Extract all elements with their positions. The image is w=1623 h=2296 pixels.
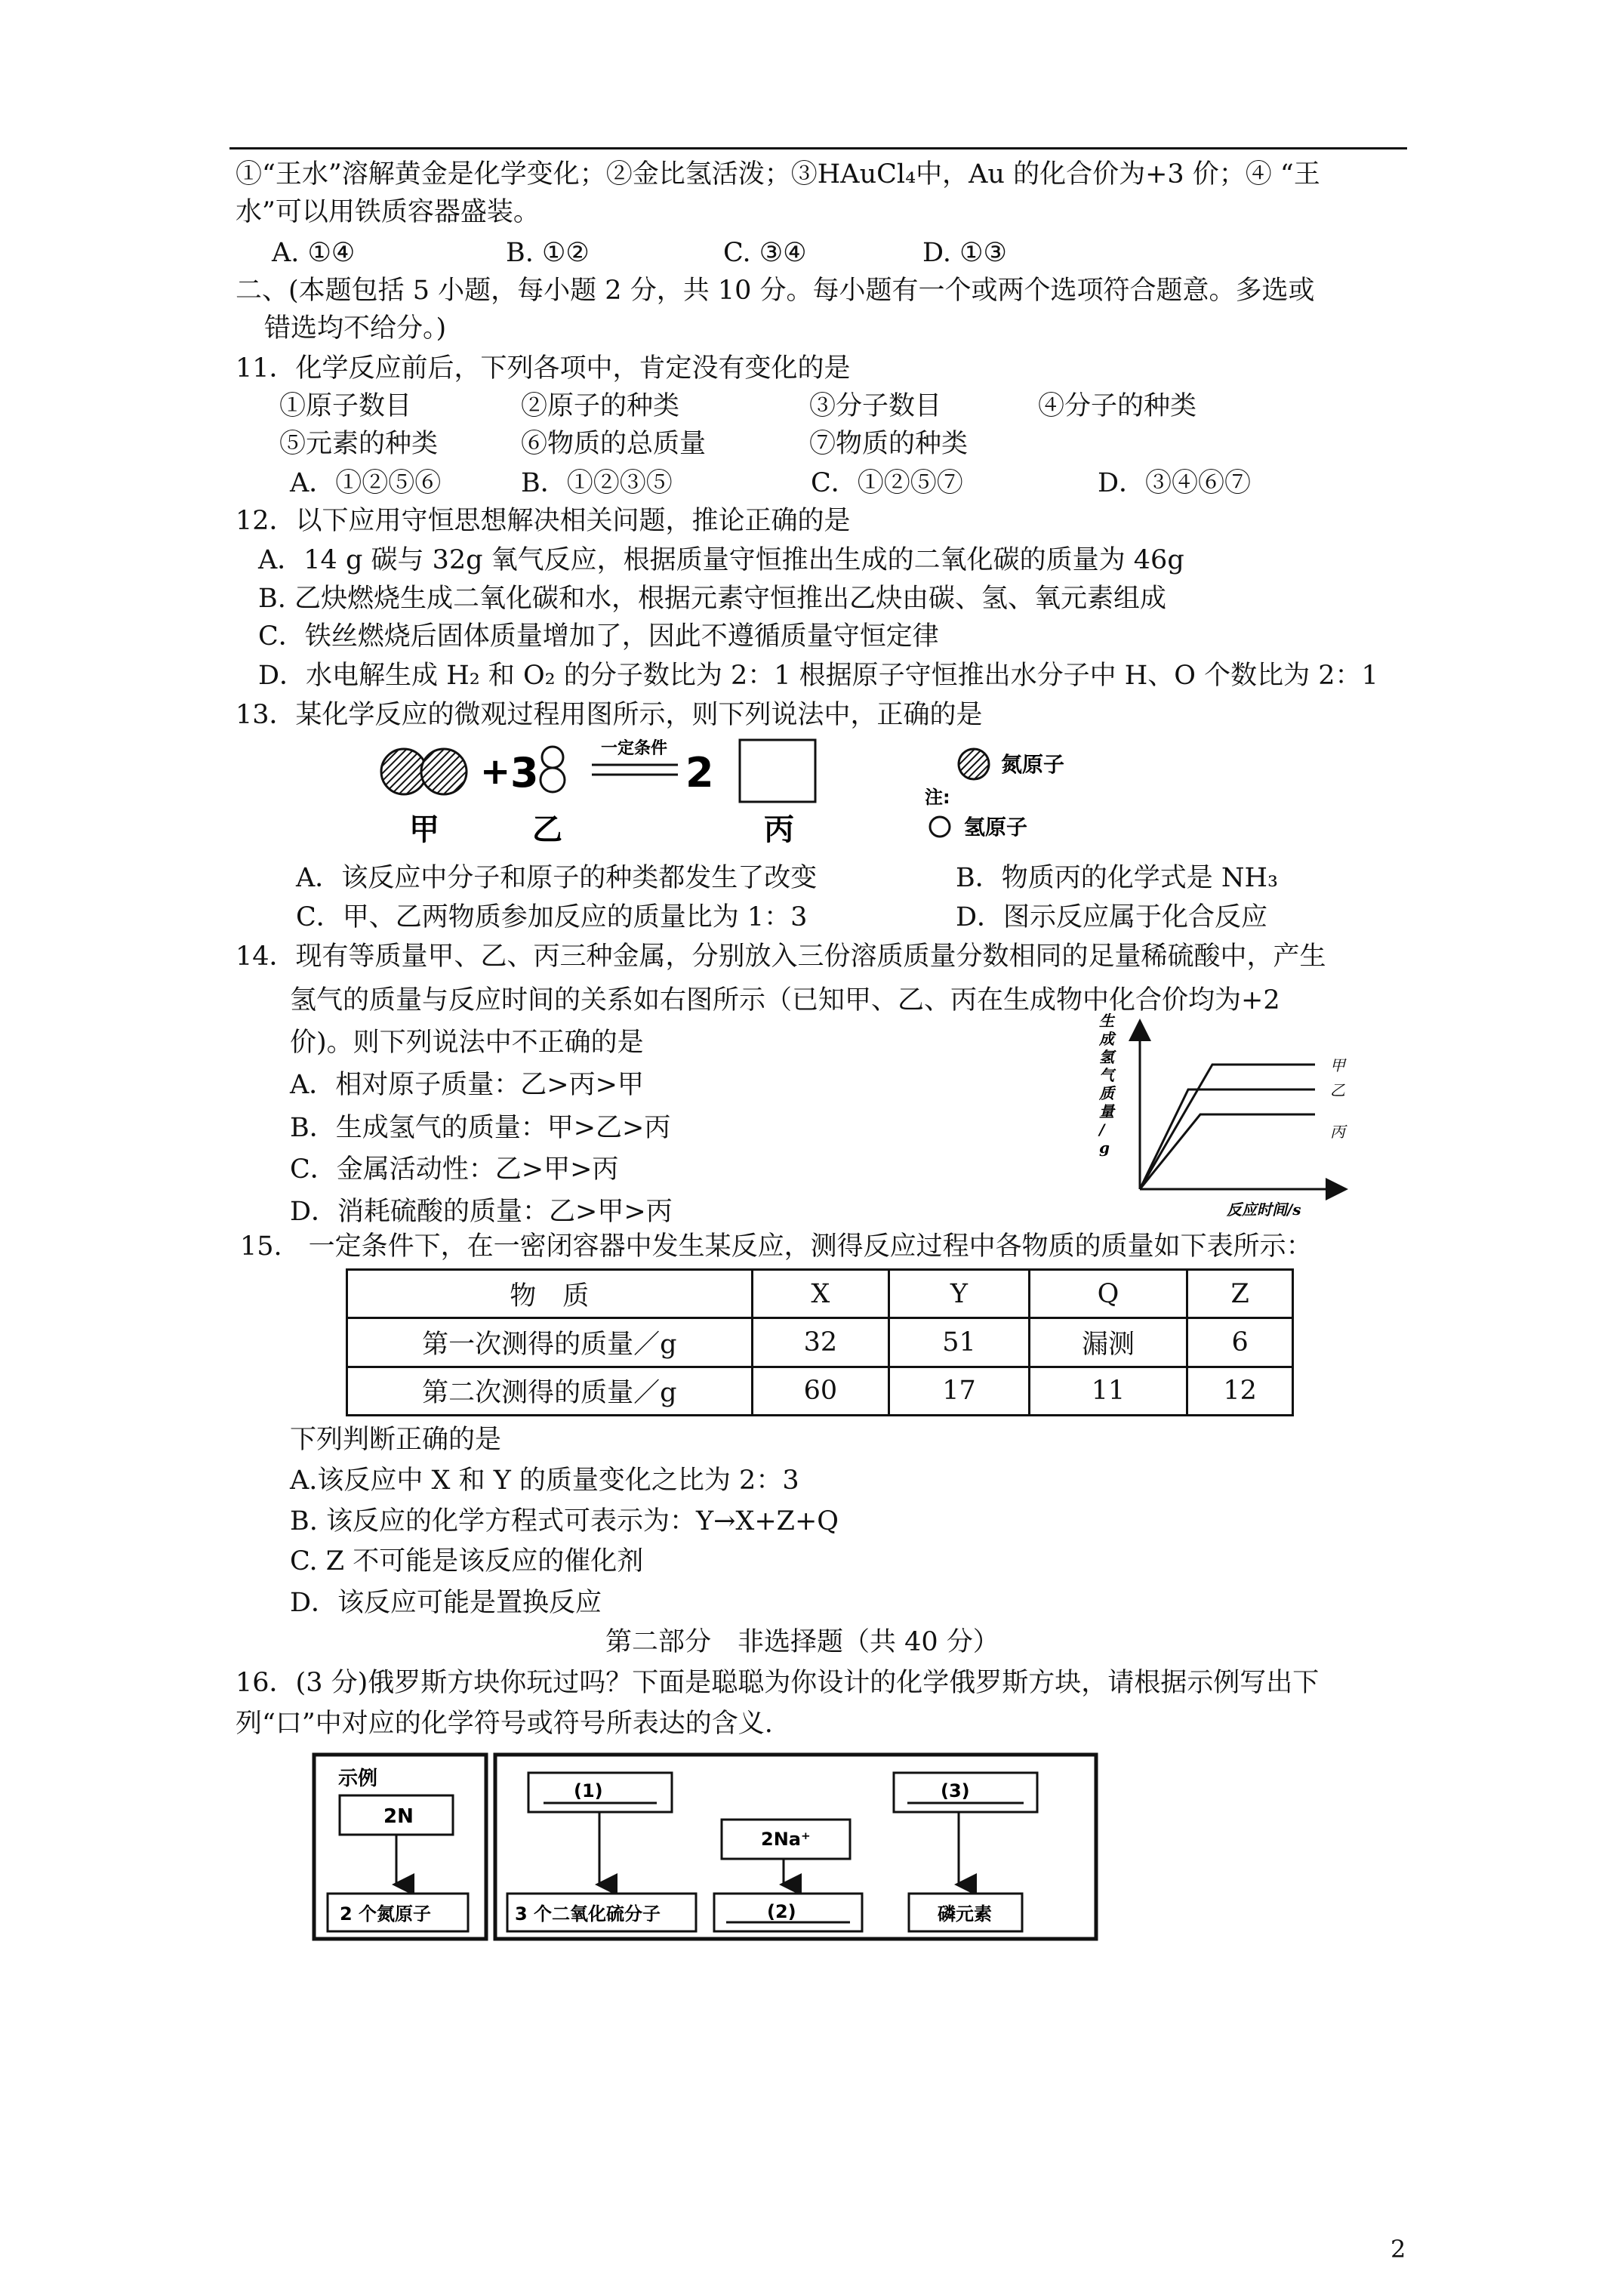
q11-item: ②原子的种类	[521, 391, 680, 421]
q10-option-c: C. ③④	[723, 238, 807, 268]
table-cell: 6	[1187, 1318, 1293, 1367]
legend-hydrogen: 氢原子	[964, 815, 1028, 840]
series-label-2: 乙	[1330, 1081, 1345, 1099]
q10-statement-line2: 水”可以用铁质容器盛装。	[236, 197, 540, 227]
q12-option-a: A．14 g 碳与 32g 氧气反应，根据质量守恒推出生成的二氧化碳的质量为 46g	[258, 545, 1184, 575]
q13-option-c: C．甲、乙两物质参加反应的质量比为 1：3	[296, 902, 808, 932]
bottom3-text: 磷元素	[938, 1903, 992, 1925]
x-axis-label: 反应时间/s	[1227, 1200, 1301, 1219]
y-axis-label-char: g	[1099, 1139, 1110, 1157]
q11-options	[290, 464, 1347, 502]
q12-stem: 12．以下应用守恒思想解决相关问题，推论正确的是	[236, 506, 851, 536]
header-rule	[229, 147, 1407, 149]
q11-option-a: A．①②⑤⑥	[290, 468, 442, 498]
q11-item: ⑦物质的种类	[809, 429, 969, 459]
table-cell: 漏测	[1029, 1318, 1187, 1367]
blank1-label: (1)	[574, 1780, 603, 1801]
q11-stem: 11．化学反应前后，下列各项中，肯定没有变化的是	[236, 353, 851, 384]
q14-option-d: D．消耗硫酸的质量：乙>甲>丙	[290, 1197, 673, 1227]
q12-option-b: B. 乙炔燃烧生成二氧化碳和水，根据元素守恒推出乙炔由碳、氢、氧元素组成	[258, 584, 1166, 614]
table-cell: 51	[889, 1318, 1030, 1367]
y-axis-label-char: 生	[1099, 1012, 1114, 1030]
q13-stem: 13．某化学反应的微观过程用图所示，则下列说法中，正确的是	[236, 700, 983, 730]
label-bing: 丙	[764, 812, 794, 847]
q12-option-d: D．水电解生成 H₂ 和 O₂ 的分子数比为 2：1 根据原子守恒推出水分子中 H、O 个数比为 2：1	[258, 661, 1378, 691]
q15-after-table: 下列判断正确的是	[290, 1425, 502, 1455]
q10-options	[272, 234, 1329, 272]
q11-item: ④分子的种类	[1038, 391, 1197, 421]
bottom1-text: 3 个二氧化硫分子	[515, 1903, 661, 1925]
legend-nitrogen: 氮原子	[1001, 752, 1065, 777]
table-header-cell: Z	[1187, 1270, 1293, 1318]
q14-stem-line3: 价)。则下列说法中不正确的是	[290, 1028, 644, 1058]
q11-item: ③分子数目	[809, 391, 942, 421]
plus-sign: +	[480, 750, 511, 793]
q11-item: ⑤元素的种类	[279, 429, 439, 459]
q13-option-d: D．图示反应属于化合反应	[956, 902, 1268, 932]
q16-stem-line1: 16．(3 分)俄罗斯方块你玩过吗？下面是聪聪为你设计的化学俄罗斯方块，请根据示例写出下	[236, 1668, 1320, 1698]
q15-mass-table	[346, 1268, 1294, 1416]
table-cell: 第二次测得的质量／g	[347, 1367, 753, 1415]
label-jia: 甲	[409, 812, 439, 847]
example-top-text: 2N	[383, 1805, 414, 1828]
q12-option-c: C．铁丝燃烧后固体质量增加了，因此不遵循质量守恒定律	[258, 621, 939, 652]
q10-option-a: A. ①④	[272, 238, 356, 268]
q14-hydrogen-chart	[1095, 1012, 1366, 1227]
q11-option-b: B．①②③⑤	[521, 468, 673, 498]
q10-statement-line1: ①“王水”溶解黄金是化学变化；②金比氢活泼；③HAuCl₄中，Au 的化合价为+3 价；④ “王	[236, 159, 1320, 190]
table-header-row	[347, 1270, 1293, 1318]
q11-items-row2	[279, 425, 1336, 463]
product-empty-box	[740, 740, 815, 802]
series-label-3: 丙	[1330, 1123, 1345, 1141]
table-header-cell: 物 质	[347, 1270, 753, 1318]
series-line-3	[1140, 1114, 1315, 1189]
series-label-1: 甲	[1330, 1056, 1345, 1074]
table-cell: 32	[752, 1318, 889, 1367]
legend-note: 注:	[925, 787, 950, 808]
q13-option-b: B．物质丙的化学式是 NH₃	[956, 863, 1279, 893]
table-cell: 12	[1187, 1367, 1293, 1415]
q10-option-d: D. ①③	[922, 238, 1007, 268]
hydrogen-atom-legend-icon	[930, 817, 950, 837]
table-row	[347, 1318, 1293, 1367]
q14-option-a: A．相对原子质量：乙>丙>甲	[290, 1070, 644, 1100]
q11-item: ⑥物质的总质量	[521, 429, 707, 459]
q14-stem-line1: 14．现有等质量甲、乙、丙三种金属，分别放入三份溶质质量分数相同的足量稀硫酸中，产生	[236, 942, 1326, 972]
part2-title: 第二部分 非选择题（共 40 分）	[605, 1627, 999, 1657]
coefficient-2: 2	[685, 749, 714, 797]
y-axis-label	[1098, 1012, 1116, 1157]
q13-option-a: A．该反应中分子和原子的种类都发生了改变	[296, 863, 818, 893]
table-cell: 第一次测得的质量／g	[347, 1318, 753, 1367]
table-header-cell: X	[752, 1270, 889, 1318]
example-bottom-text: 2 个氮原子	[340, 1903, 432, 1925]
table-header-cell: Y	[889, 1270, 1030, 1318]
blank2-label: (2)	[767, 1901, 796, 1922]
page-number: 2	[1390, 2235, 1406, 2264]
n2-molecule-icon	[381, 749, 467, 794]
section2-heading-line2: 错选均不给分。)	[264, 313, 447, 344]
y-axis-label-char: 量	[1099, 1102, 1114, 1120]
table-cell: 11	[1029, 1367, 1187, 1415]
q11-item: ①原子数目	[279, 391, 412, 421]
q11-option-d: D．③④⑥⑦	[1098, 468, 1252, 498]
q11-option-c: C．①②⑤⑦	[811, 468, 963, 498]
label-yi: 乙	[532, 812, 562, 847]
q10-option-b: B. ①②	[506, 238, 590, 268]
q15-option-c: C. Z 不可能是该反应的催化剂	[290, 1546, 644, 1576]
table-cell: 17	[889, 1367, 1030, 1415]
y-axis-label-char: 成	[1099, 1030, 1114, 1048]
table-row	[347, 1367, 1293, 1415]
q15-option-d: D．该反应可能是置换反应	[290, 1588, 602, 1618]
y-axis-label-char: /	[1099, 1120, 1105, 1139]
series-line-2	[1140, 1089, 1315, 1189]
reaction-condition: 一定条件	[601, 739, 668, 758]
q13-reaction-diagram	[377, 732, 1132, 853]
y-axis-label-char: 质	[1099, 1084, 1114, 1102]
example-title: 示例	[338, 1767, 378, 1790]
nitrogen-atom-legend-icon	[959, 749, 989, 779]
q16-stem-line2: 列“口”中对应的化学符号或符号所表达的含义.	[236, 1709, 773, 1739]
q11-items-row1	[279, 387, 1336, 425]
q16-tetris-diagram	[310, 1750, 1102, 1946]
coefficient-3: 3	[510, 749, 539, 797]
q15-option-b: B. 该反应的化学方程式可表示为：Y→X+Z+Q	[290, 1506, 839, 1536]
section2-heading-line1: 二、(本题包括 5 小题，每小题 2 分，共 10 分。每小题有一个或两个选项符合题意。多选或	[236, 276, 1315, 306]
h2-molecule-icon	[540, 747, 565, 792]
top2-text: 2Na⁺	[761, 1829, 811, 1850]
series-line-1	[1140, 1065, 1315, 1189]
q14-option-b: B．生成氢气的质量：甲>乙>丙	[290, 1113, 671, 1143]
table-header-cell: Q	[1029, 1270, 1187, 1318]
y-axis-label-char: 气	[1099, 1066, 1114, 1084]
q15-option-a: A.该反应中 X 和 Y 的质量变化之比为 2：3	[290, 1465, 799, 1496]
q14-option-c: C．金属活动性：乙>甲>丙	[290, 1154, 619, 1185]
blank3-label: (3)	[941, 1780, 970, 1801]
q15-stem: 15. 一定条件下，在一密闭容器中发生某反应，测得反应过程中各物质的质量如下表所示：	[240, 1231, 1313, 1262]
y-axis-label-char: 氢	[1099, 1048, 1114, 1066]
q14-stem-line2: 氢气的质量与反应时间的关系如右图所示（已知甲、乙、丙在生成物中化合价均为+2	[290, 985, 1280, 1015]
table-cell: 60	[752, 1367, 889, 1415]
